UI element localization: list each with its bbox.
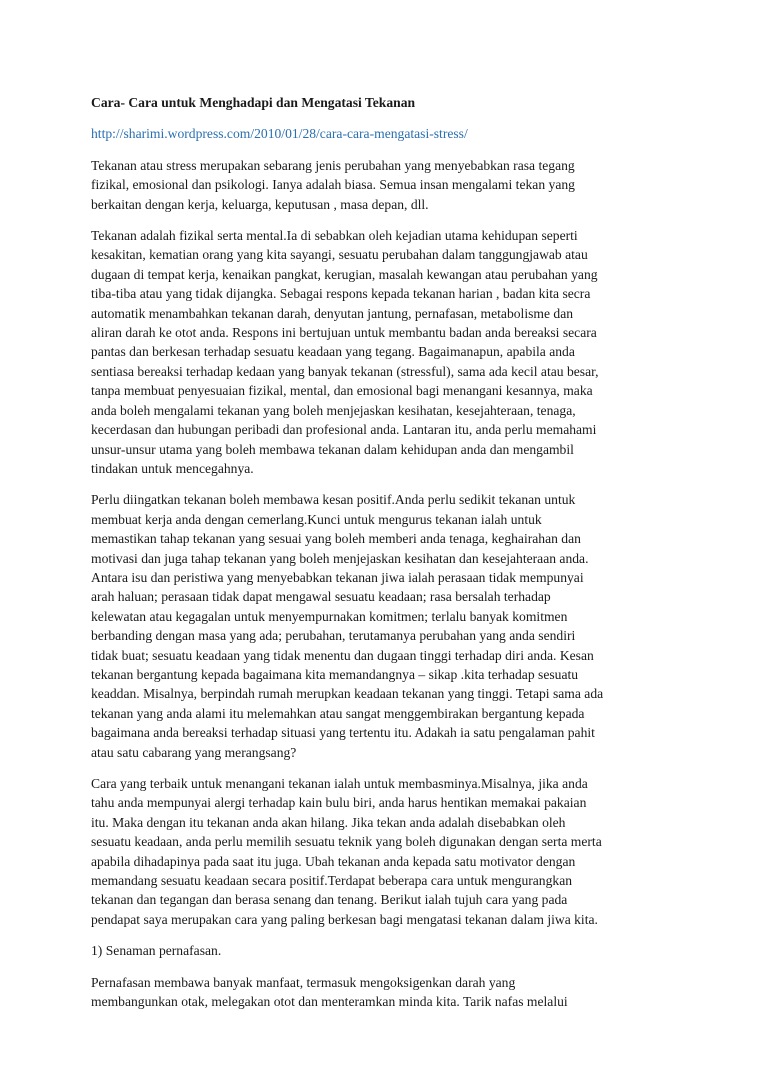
text-line: memastikan tahap tekanan yang sesuai yang boleh memberi anda tenaga, keghairahan dan (91, 531, 581, 547)
text-line: pendapat saya merupakan cara yang paling berkesan bagi mengatasi tekanan dalam jiwa kita. (91, 911, 598, 927)
text-line: tekanan yang anda alami itu melemahkan atau sangat menggembirakan bergantung kepada (91, 705, 585, 721)
text-line: anda boleh mengalami tekanan yang boleh menjejaskan kesihatan, kesejahteraan, tenaga, (91, 402, 576, 418)
document-body (91, 93, 691, 1023)
paragraph (91, 941, 691, 960)
text-line: Tekanan atau stress merupakan sebarang jenis perubahan yang menyebabkan rasa tegang (91, 157, 575, 173)
paragraph (91, 156, 691, 214)
text-line: kesakitan, kematian orang yang kita sayangi, sesuatu perubahan dalam tanggungjawab atau (91, 247, 588, 263)
text-line: aliran darah ke otot anda. Respons ini bertujuan untuk membantu badan anda bereaksi secara (91, 325, 597, 341)
document-title: Cara- Cara untuk Menghadapi dan Mengatasi Tekanan (91, 95, 416, 110)
text-line: tahu anda mempunyai alergi terhadap kain bulu biri, anda harus hentikan memakai pakaian (91, 795, 587, 811)
text-line: Pernafasan membawa banyak manfaat, termasuk mengoksigenkan darah yang (91, 974, 516, 990)
text-line: tekanan bergantung kepada bagaimana kita memandangnya – sikap .kita terhadap sesuatu (91, 666, 579, 682)
text-line: automatik menambahkan tekanan darah, denyutan jantung, pernafasan, metabolisme dan (91, 305, 574, 321)
text-line: itu. Maka dengan itu tekanan anda akan hilang. Jika tekan anda adalah disebabkan oleh (91, 814, 566, 830)
text-line: berbanding dengan masa yang ada; perubahan, terutamanya perubahan yang anda sendiri (91, 628, 576, 644)
text-line: Perlu diingatkan tekanan boleh membawa kesan positif.Anda perlu sedikit tekanan untuk (91, 492, 576, 508)
text-line: atau satu cabarang yang merangsang? (91, 744, 297, 760)
text-line: tindakan untuk mencegahnya. (91, 460, 254, 476)
paragraph (91, 774, 691, 929)
paragraph-list (91, 156, 691, 1012)
text-line: apabila dihadapinya pada saat itu juga. Ubah tekanan anda kepada satu motivator dengan (91, 853, 576, 869)
text-line: Antara isu dan peristiwa yang menyebabkan tekanan jiwa ialah perasaan tidak mempunyai (91, 569, 584, 585)
text-line: kecerdasan dan hubungan peribadi dan profesional anda. Lantaran itu, anda perlu memahami (91, 422, 597, 438)
text-line: kelewatan atau kegagalan untuk menyempurnakan komitmen; terlalu banyak komitmen (91, 608, 568, 624)
text-line: dugaan di tempat kerja, kenaikan pangkat, kerugian, masalah kewangan atau perubahan yang (91, 266, 598, 282)
text-line: tanpa membuat penyesuaian fizikal, mental, dan emosional bagi menangani kesannya, maka (91, 383, 593, 399)
source-link[interactable]: http://sharimi.wordpress.com/2010/01/28/cara-cara-mengatasi-stress/ (91, 126, 468, 142)
text-line: sesuatu keadaan, anda perlu memilih sesuatu teknik yang boleh digunakan dengan serta merta (91, 834, 602, 850)
text-line: Cara yang terbaik untuk menangani tekanan ialah untuk membasminya.Misalnya, jika anda (91, 776, 588, 791)
text-line: sentiasa bereaksi terhadap kedaan yang banyak tekanan (stressful), sama ada kecil atau besar, (91, 363, 599, 379)
text-line: membuat kerja anda dengan cemerlang.Kunci untuk mengurus tekanan ialah untuk (91, 511, 542, 527)
text-line: tekanan dan tegangan dan berasa senang dan tenang. Berikut ialah tujuh cara yang pada (91, 892, 568, 908)
text-line: 1) Senaman pernafasan. (91, 943, 222, 959)
text-line: unsur-unsur utama yang boleh membawa tekanan dalam kehidupan anda dan mengambil (91, 441, 574, 457)
paragraph (91, 490, 691, 762)
text-line: motivasi dan juga tahap tekanan yang boleh menjejaskan kesihatan dan kesejahteraan anda. (91, 550, 589, 566)
text-line: pantas dan berkesan terhadap sesuatu keadaan yang tegang. Bagaimanapun, apabila anda (91, 344, 575, 360)
paragraph (91, 973, 691, 1012)
text-line: berkaitan dengan kerja, keluarga, keputusan , masa depan, dll. (91, 196, 429, 212)
text-line: keaddan. Misalnya, berpindah rumah merupkan keadaan tekanan yang tinggi. Tetapi sama ada (91, 686, 604, 702)
text-line: arah haluan; perasaan tidak dapat mengawal sesuatu keadaan; rasa bersalah terhadap (91, 589, 551, 605)
text-line: tidak buat; sesuatu keadaan yang tidak menentu dan dugaan tinggi terhadap diri anda. Kesan (91, 647, 594, 663)
text-line: membangunkan otak, melegakan otot dan menteramkan minda kita. Tarik nafas melalui (91, 994, 568, 1010)
text-line: bagaimana anda bereaksi terhadap situasi yang tertentu itu. Adakah ia satu pengalaman pahit (91, 725, 595, 741)
text-line: Tekanan adalah fizikal serta mental.Ia di sebabkan oleh kejadian utama kehidupan seperti (91, 228, 578, 244)
text-line: tiba-tiba atau yang tidak dijangka. Sebagai respons kepada tekanan harian , badan kita secra (91, 286, 591, 302)
text-line: fizikal, emosional dan psikologi. Ianya adalah biasa. Semua insan mengalami tekan yang (91, 177, 575, 193)
paragraph (91, 226, 691, 478)
text-line: memandang sesuatu keadaan secara positif.Terdapat beberapa cara untuk mengurangkan (91, 873, 573, 889)
